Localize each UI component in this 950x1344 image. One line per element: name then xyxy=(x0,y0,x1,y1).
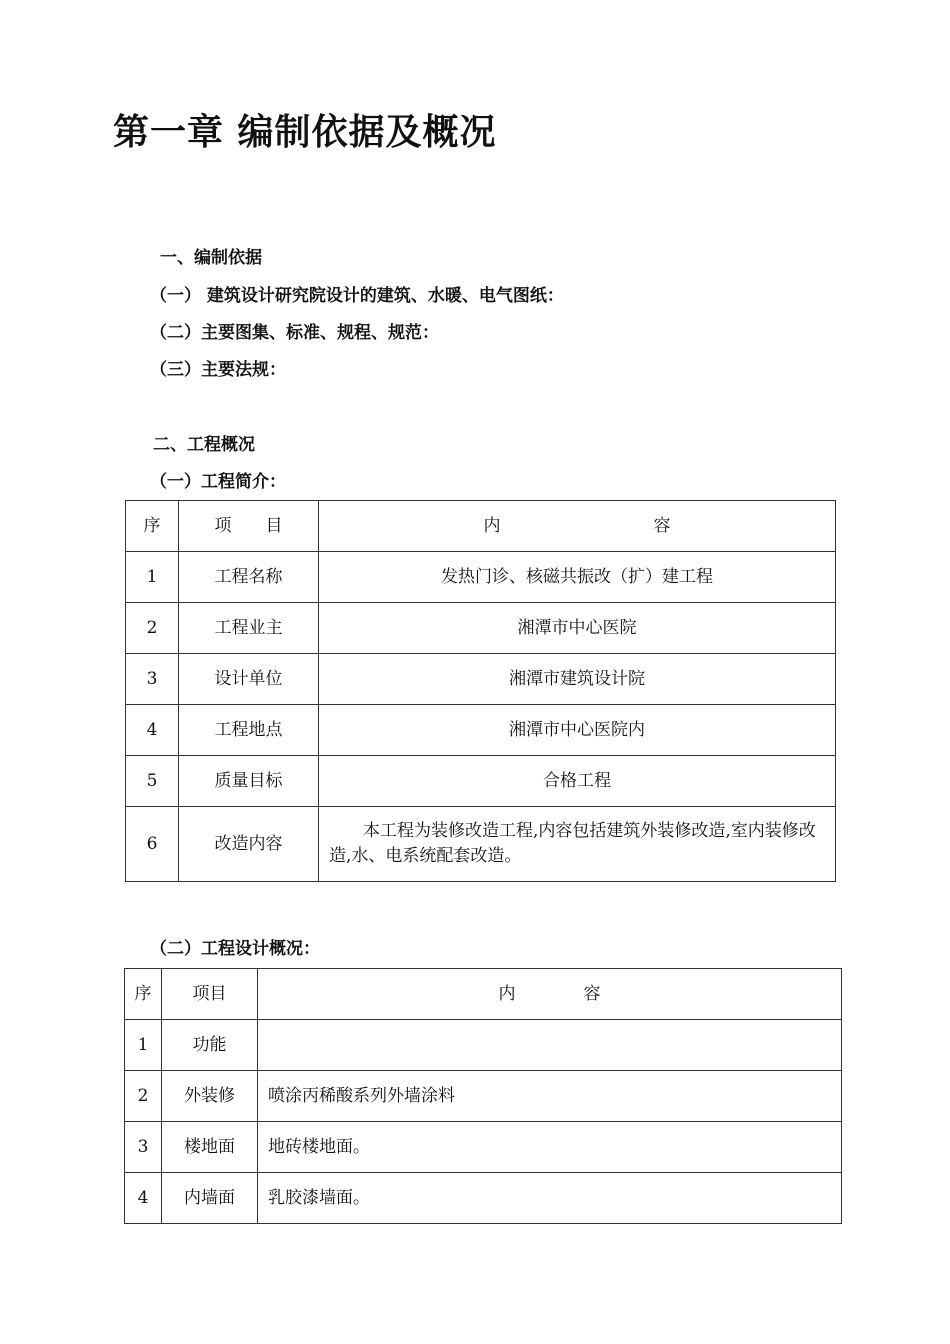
row-content: 合格工程 xyxy=(319,756,836,807)
row-content: 湘潭市中心医院 xyxy=(319,603,836,654)
header-item: 项目 xyxy=(162,969,258,1020)
row-content: 喷涂丙稀酸系列外墙涂料 xyxy=(258,1071,842,1122)
table-row xyxy=(126,705,836,756)
row-item: 工程名称 xyxy=(179,552,319,603)
header-index: 序 xyxy=(125,969,162,1020)
row-index: 2 xyxy=(126,603,179,654)
basis-item-2: （二）主要图集、标准、规程、规范： xyxy=(150,323,439,343)
header-content: 内 容 xyxy=(319,501,836,552)
table-row xyxy=(125,1020,842,1071)
header-content: 内 容 xyxy=(258,969,842,1020)
table-header-row xyxy=(125,969,842,1020)
row-content: 发热门诊、核磁共振改（扩）建工程 xyxy=(319,552,836,603)
project-intro-table xyxy=(125,500,836,882)
header-item: 项 目 xyxy=(179,501,319,552)
row-index: 1 xyxy=(125,1020,162,1071)
row-item: 外装修 xyxy=(162,1071,258,1122)
row-index: 4 xyxy=(125,1173,162,1224)
row-content xyxy=(258,1020,842,1071)
row-index: 2 xyxy=(125,1071,162,1122)
table-row xyxy=(126,552,836,603)
chapter-title: 第一章 编制依据及概况 xyxy=(113,112,497,153)
table-row xyxy=(126,654,836,705)
row-content: 湘潭市中心医院内 xyxy=(319,705,836,756)
design-heading: （二）工程设计概况： xyxy=(150,939,320,959)
row-item: 工程业主 xyxy=(179,603,319,654)
row-content: 乳胶漆墙面。 xyxy=(258,1173,842,1224)
table-row xyxy=(125,1173,842,1224)
row-item: 设计单位 xyxy=(179,654,319,705)
row-item: 改造内容 xyxy=(179,807,319,882)
row-content: 本工程为装修改造工程,内容包括建筑外装修改造,室内装修改造,水、电系统配套改造。 xyxy=(319,807,836,882)
row-item: 质量目标 xyxy=(179,756,319,807)
table-row xyxy=(125,1122,842,1173)
design-overview-table xyxy=(124,968,842,1224)
intro-heading: （一）工程简介： xyxy=(150,472,286,492)
table-row xyxy=(126,603,836,654)
row-content: 地砖楼地面。 xyxy=(258,1122,842,1173)
row-item: 内墙面 xyxy=(162,1173,258,1224)
row-index: 6 xyxy=(126,807,179,882)
basis-heading: 一、编制依据 xyxy=(160,248,262,268)
overview-heading: 二、工程概况 xyxy=(153,435,255,455)
table-header-row xyxy=(126,501,836,552)
row-item: 楼地面 xyxy=(162,1122,258,1173)
table-row xyxy=(125,1071,842,1122)
row-item: 工程地点 xyxy=(179,705,319,756)
table-row xyxy=(126,807,836,882)
row-index: 1 xyxy=(126,552,179,603)
row-content: 湘潭市建筑设计院 xyxy=(319,654,836,705)
header-index: 序 xyxy=(126,501,179,552)
table-row xyxy=(126,756,836,807)
row-index: 3 xyxy=(125,1122,162,1173)
row-index: 4 xyxy=(126,705,179,756)
row-index: 3 xyxy=(126,654,179,705)
basis-item-3: （三）主要法规： xyxy=(150,360,286,380)
row-item: 功能 xyxy=(162,1020,258,1071)
row-index: 5 xyxy=(126,756,179,807)
basis-item-1: （一） 建筑设计研究院设计的建筑、水暖、电气图纸： xyxy=(150,286,564,306)
